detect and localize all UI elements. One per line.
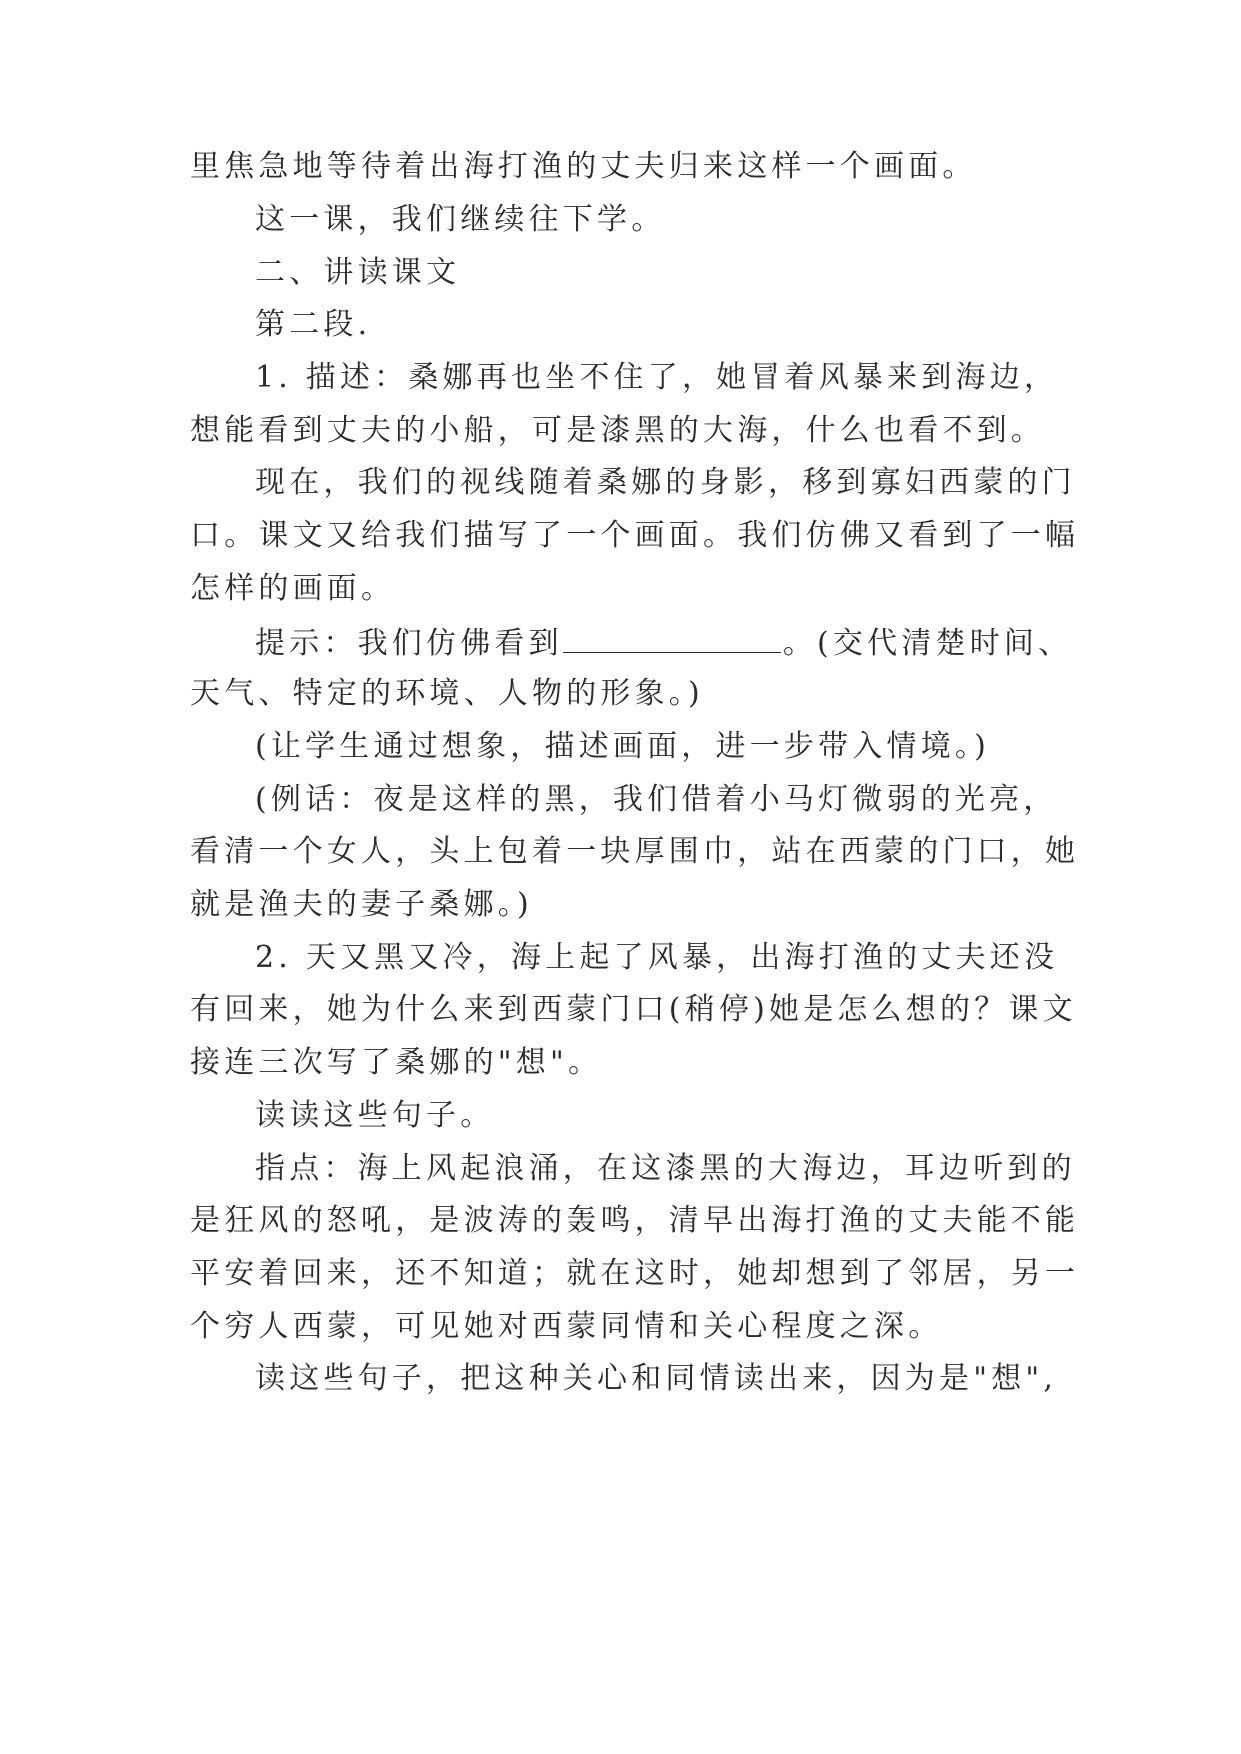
text-line: 1. 描述：桑娜再也坐不住了，她冒着风暴来到海边， [255, 360, 1059, 395]
text-line: 想能看到丈夫的小船，可是漆黑的大海，什么也看不到。 [190, 413, 1045, 448]
text-line: 接连三次写了桑娜的"想"。 [190, 1045, 603, 1080]
text-line: (让学生通过想象，描述画面，进一步带入情境。) [255, 729, 991, 764]
text-line: 怎样的画面。 [190, 571, 396, 606]
text-line: (例话：夜是这样的黑，我们借着小马灯微弱的光亮， [255, 782, 1058, 817]
text-line: 里焦急地等待着出海打渔的丈夫归来这样一个画面。 [190, 149, 977, 184]
text-line: 有回来，她为什么来到西蒙门口(稍停)她是怎么想的？课文 [190, 992, 1077, 1027]
text-line: 这一课，我们继续往下学。 [255, 202, 666, 237]
text-line: 读这些句子，把这种关心和同情读出来，因为是"想", [255, 1361, 1058, 1396]
paragraph-heading: 第二段. [255, 307, 372, 342]
text-line: 就是渔夫的妻子桑娜。) [190, 887, 533, 922]
text-line: 看清一个女人，头上包着一块厚围巾，站在西蒙的门口，她 [190, 834, 1080, 869]
prompt-text: 提示：我们仿佛看到 [255, 626, 563, 661]
text-line: 天气、特定的环境、人物的形象。) [190, 676, 704, 711]
text-line: 平安着回来，还不知道；就在这时，她却想到了邻居，另一 [190, 1256, 1080, 1291]
text-line: 口。课文又给我们描写了一个画面。我们仿佛又看到了一幅 [190, 518, 1080, 553]
text-line: 个穷人西蒙，可见她对西蒙同情和关心程度之深。 [190, 1309, 943, 1344]
text-line: 是狂风的怒吼，是波涛的轰鸣，清早出海打渔的丈夫能不能 [190, 1203, 1080, 1238]
text-line: 读读这些句子。 [255, 1098, 495, 1133]
text-line: 现在，我们的视线随着桑娜的身影，移到寡妇西蒙的门 [255, 465, 1076, 500]
text-line: 2. 天又黑又冷，海上起了风暴，出海打渔的丈夫还没 [255, 940, 1059, 975]
prompt-note: 。(交代清楚时间、 [782, 626, 1073, 661]
fill-in-blank [563, 622, 781, 653]
section-heading: 二、讲读课文 [255, 255, 461, 290]
prompt-line [255, 622, 1072, 662]
text-line: 指点：海上风起浪涌，在这漆黑的大海边，耳边听到的 [255, 1151, 1076, 1186]
